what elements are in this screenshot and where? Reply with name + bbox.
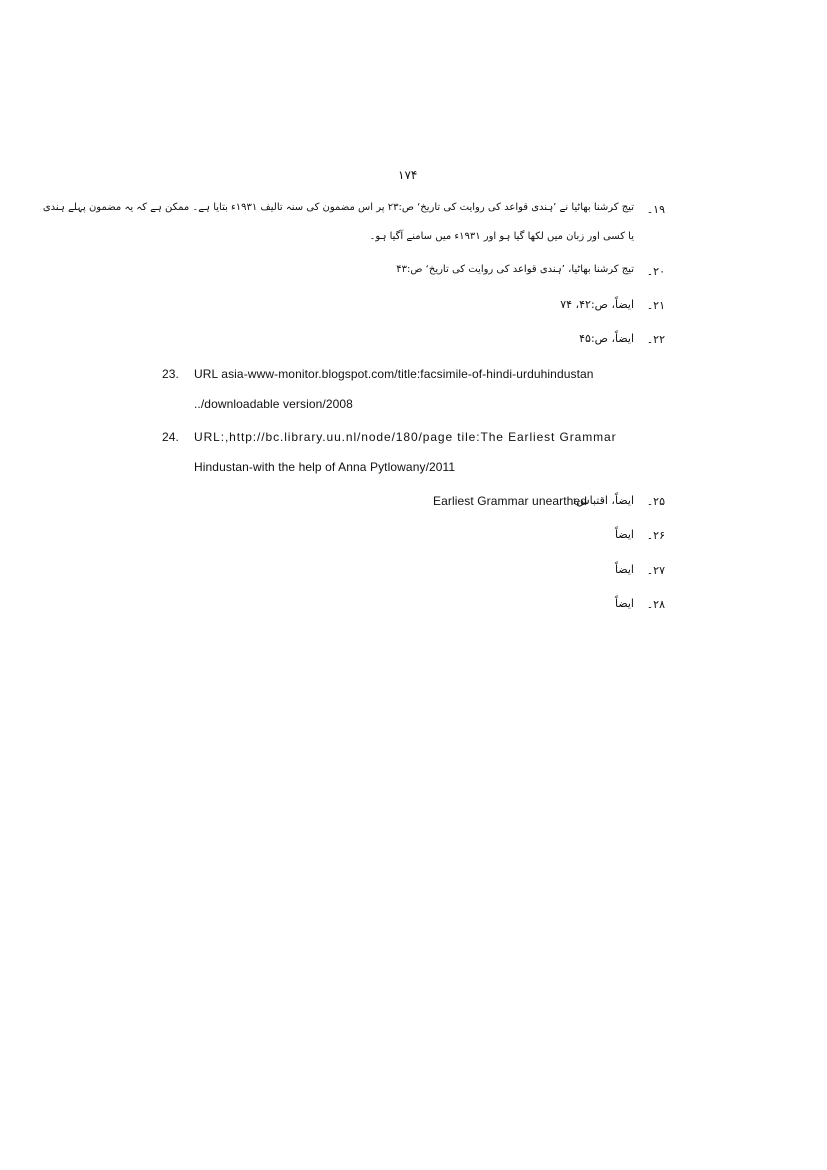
note-26-text: ایضاً	[614, 528, 634, 541]
note-27-text: ایضاً	[614, 563, 634, 576]
note-24-line-1: URL:,http://bc.library.uu.nl/node/180/page tile:The Earliest Grammar	[194, 430, 617, 444]
note-25-latin: Earliest Grammar unearthed	[433, 494, 587, 508]
note-26-number: ۲۶۔	[646, 529, 665, 542]
note-23-number: 23.	[162, 367, 179, 381]
note-19-number: ۱۹۔	[646, 203, 665, 216]
note-20-text: تیج کرشنا بھاٹیا، ’ہندی قواعد کی روایت کی تاریخ‘ ص:۴۳	[396, 264, 634, 275]
page-number: ۱۷۴	[398, 168, 418, 182]
note-25-urdu: ایضاً، اقتباس:	[572, 494, 634, 507]
note-24-number: 24.	[162, 430, 179, 444]
note-22-number: ۲۲۔	[646, 333, 665, 346]
note-21-text: ایضاً، ص:۴۲، ۷۴	[560, 298, 634, 311]
note-19-line-1: تیج کرشنا بھاٹیا نے ’ہندی قواعد کی روایت کی تاریخ‘ ص:۲۳ پر اس مضمون کی سنہ تالیف ۱۹۳۱ء بتایا ہے۔ ممکن ہے کہ یہ مضمون پہلے ہندی	[42, 202, 634, 213]
note-28-number: ۲۸۔	[646, 598, 665, 611]
note-25-number: ۲۵۔	[646, 495, 665, 508]
note-28-text: ایضاً	[614, 597, 634, 610]
note-22-text: ایضاً، ص:۴۵	[579, 332, 634, 345]
note-23-line-1: URL asia-www-monitor.blogspot.com/title:facsimile-of-hindi-urduhindustan	[194, 367, 594, 381]
note-20-number: ۲۰۔	[646, 265, 665, 278]
note-24-line-2: Hindustan-with the help of Anna Pytlowany/2011	[194, 460, 456, 474]
note-27-number: ۲۷۔	[646, 564, 665, 577]
note-19-line-2: یا کسی اور زبان میں لکھا گیا ہو اور ۱۹۳۱ء میں سامنے آگیا ہو۔	[369, 231, 634, 242]
note-23-line-2: ../downloadable version/2008	[194, 397, 353, 411]
note-21-number: ۲۱۔	[646, 299, 665, 312]
